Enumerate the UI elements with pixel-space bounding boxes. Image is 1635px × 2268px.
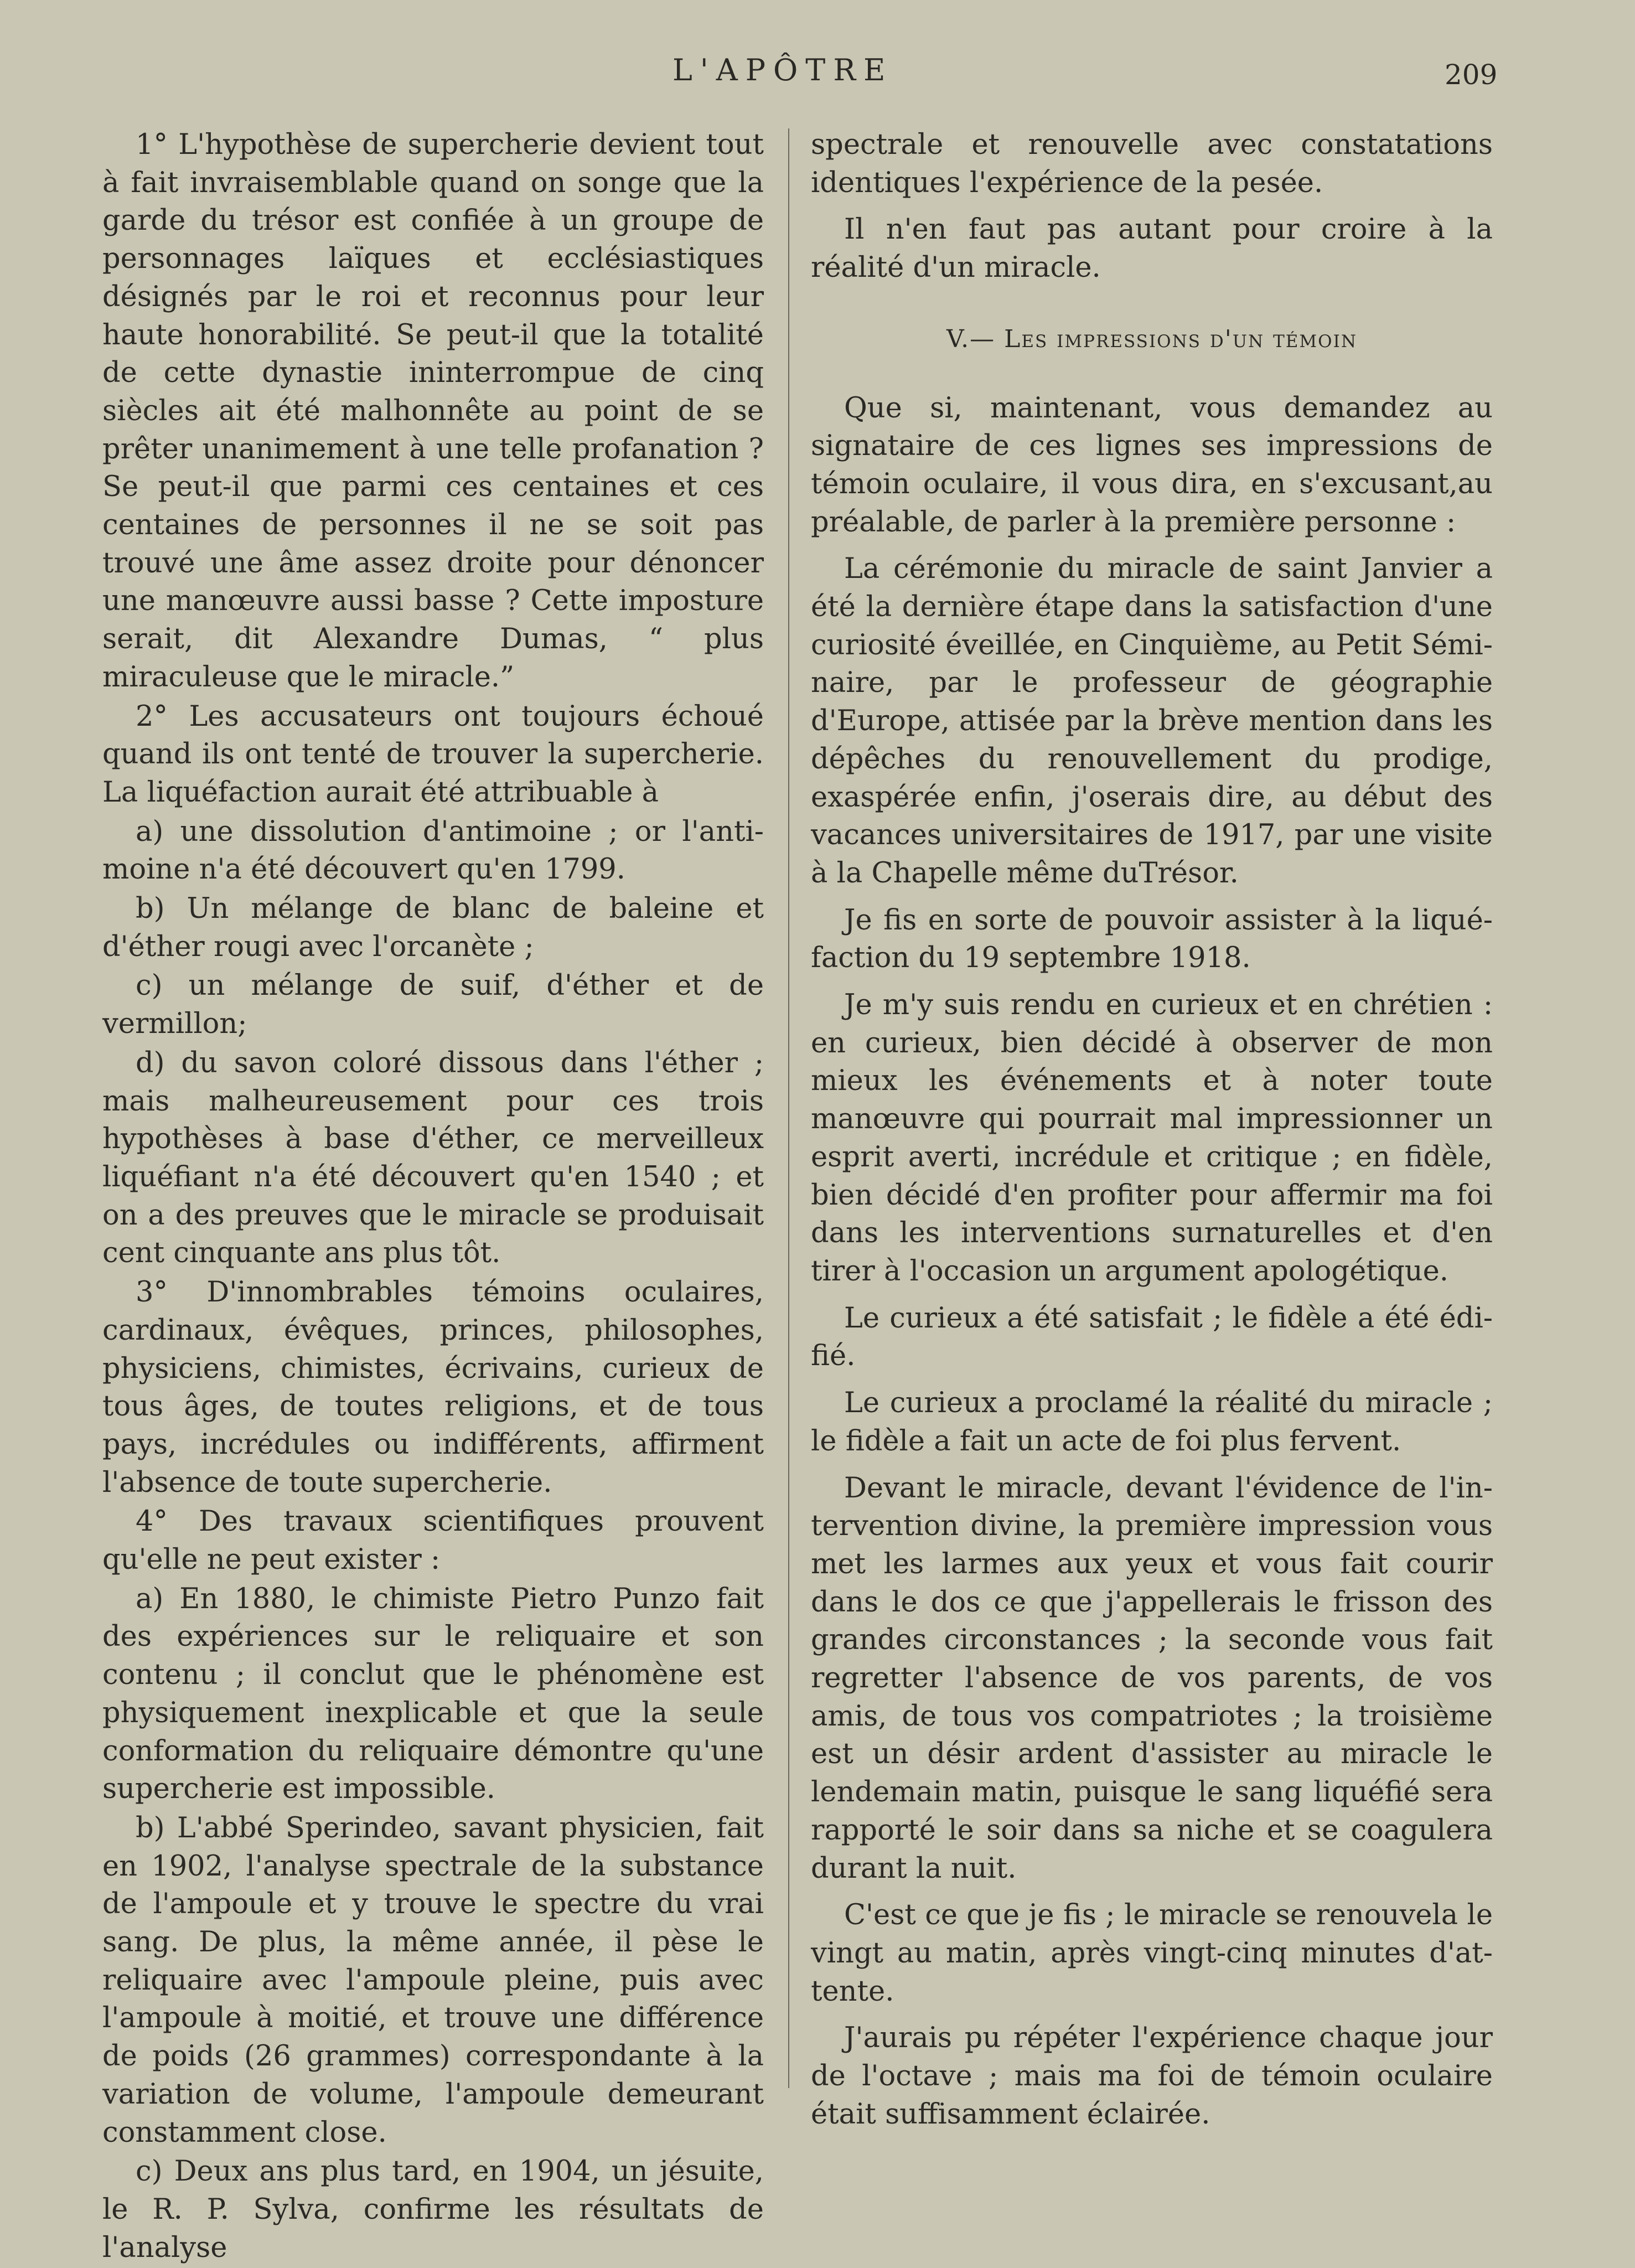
paragraph: J'aurais pu répéter l'expérience chaque jour de l'octave ; mais ma foi de témoin oculaire était suffisamment éclairée. (811, 2022, 1493, 2131)
paragraph: c) un mélange de suif, d'éther et de vermillon; (102, 969, 764, 1041)
paragraph: La cérémonie du miracle de saint Janvier a été la dernière étape dans la satisfaction d'une curiosité éveillée, en Cinquième, au Petit Séminaire, par le professeur de géographie d'Europe, attisée par la brève mention dans les dépêches du renouvellement du prodige, exaspérée enfin, j'oserais dire, au début des vacances universitaires de 1917, par une visite à la Chapelle même duTrésor. (811, 552, 1493, 890)
right-column (811, 126, 1493, 2142)
paragraph: spectrale et renouvelle avec constatations identiques l'expérience de la pesée. (811, 128, 1493, 199)
paragraph: d) du savon coloré dissous dans l'éther ; mais malheureusement pour ces trois hypothèses à base d'éther, ce merveilleux liquéfiant n'a été découvert qu'en 1540 ; et on a des preuves que le miracle se produisait cent cinquante ans plus tôt. (102, 1046, 764, 1270)
page-number: 209 (1445, 59, 1498, 91)
paragraph: Il n'en faut pas autant pour croire à la réalité d'un miracle. (811, 213, 1493, 285)
paragraph: a) une dissolution d'antimoine ; or l'antimoine n'a été découvert qu'en 1799. (102, 815, 764, 886)
paragraph: Je m'y suis rendu en curieux et en chrétien : en curieux, bien décidé à observer de mon mieux les événements et à noter toute manœuvre qui pourrait mal impressionner un esprit averti, incrédule et critique ; en fidèle, bien décidé d'en profiter pour affermir ma foi dans les interventions surnaturelles et d'en tirer à l'occasion un argument apologétique. (811, 989, 1493, 1288)
paragraph: Que si, maintenant, vous demandez au signataire de ces lignes ses impressions de témoin oculaire, il vous dira, en s'excusant,au préalable, de parler à la première personne : (811, 391, 1493, 539)
paragraph: a) En 1880, le chimiste Pietro Punzo fait des expériences sur le reliquaire et son contenu ; il conclut que le phénomène est physiquement inexplicable et que la seule conformation du reliquaire démontre qu'une supercherie est impossible. (102, 1582, 764, 1806)
paragraph: Le curieux a été satisfait ; le fidèle a été édifié. (811, 1301, 1493, 1373)
paragraph: Devant le miracle, devant l'évidence de l'intervention divine, la première impression vous met les larmes aux yeux et vous fait courir dans le dos ce que j'appellerais le frisson des grandes circonstances ; la seconde vous fait regretter l'absence de vos parents, de vos amis, de tous vos compatriotes ; la troisième est un désir ardent d'assister au miracle le lendemain matin, puisque le sang liquéfié sera rapporté le soir dans sa niche et se coagulera durant la nuit. (811, 1471, 1493, 1885)
paragraph: C'est ce que je fis ; le miracle se renouvela le vingt au matin, après vingt-cinq minutes d'attente. (811, 1899, 1493, 2008)
paragraph: 4° Des travaux scientifiques prouvent qu'elle ne peut exister : (102, 1505, 764, 1577)
section-heading: V.— Les impressions d'un témoin (946, 324, 1357, 353)
paragraph: c) Deux ans plus tard, en 1904, un jésuite, le R. P. Sylva, confirme les résultats de l'analyse (102, 2155, 764, 2264)
column-divider (788, 128, 789, 2088)
paragraph: 1° L'hypothèse de supercherie devient tout à fait invraisemblable quand on songe que la garde du trésor est confiée à un groupe de personnages laïques et ecclésiastiques désignés par le roi et reconnus pour leur haute honorabilité. Se peut-il que la totalité de cette dynastie ininterrompue de cinq siècles ait été malhonnête au point de se prêter unanimement à une telle profanation ? Se peut-il que parmi ces centaines et ces centaines de personnes il ne se soit pas trouvé une âme assez droite pour dénoncer une manœuvre aussi basse ? Cette imposture serait, dit Alexandre Dumas, “ plus miraculeuse que le miracle.” (102, 128, 764, 694)
left-column (102, 126, 764, 2268)
running-header: L'APÔTRE (672, 53, 893, 87)
paragraph: b) L'abbé Sperindeo, savant physicien, fait en 1902, l'analyse spectrale de la substance de l'ampoule et y trouve le spectre du vrai sang. De plus, la même année, il pèse le reliquaire avec l'ampoule pleine, puis avec l'ampoule à moitié, et trouve une différence de poids (26 grammes) correspondante à la variation de volume, l'ampoule demeurant constamment close. (102, 1811, 764, 2149)
paragraph: Je fis en sorte de pouvoir assister à la liquéfaction du 19 septembre 1918. (811, 903, 1493, 975)
paragraph: 3° D'innombrables témoins oculaires, cardinaux, évêques, princes, philosophes, physiciens, chimistes, écrivains, curieux de tous âges, de toutes religions, et de tous pays, incrédules ou indifférents, affirment l'absence de toute supercherie. (102, 1276, 764, 1499)
paragraph: 2° Les accusateurs ont toujours échoué quand ils ont tenté de trouver la supercherie. La liquéfaction aurait été attribuable à (102, 700, 764, 809)
paragraph: Le curieux a proclamé la réalité du miracle ; le fidèle a fait un acte de foi plus fervent. (811, 1387, 1493, 1458)
paragraph: b) Un mélange de blanc de baleine et d'éther rougi avec l'orcanète ; (102, 892, 764, 963)
